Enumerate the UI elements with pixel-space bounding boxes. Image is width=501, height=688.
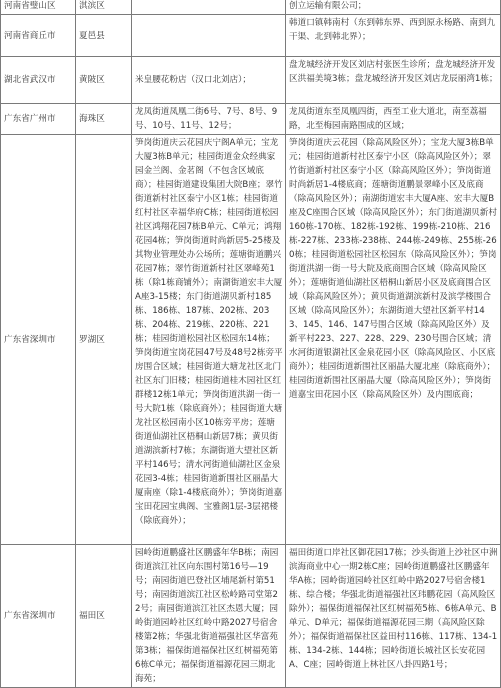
province-city-cell: 湖北省武汉市 bbox=[1, 57, 76, 104]
province-city-cell: 广东省广州市 bbox=[1, 104, 76, 135]
district-cell: 夏邑县 bbox=[76, 15, 132, 57]
table-row bbox=[1, 545, 501, 688]
district-cell: 海珠区 bbox=[76, 104, 132, 135]
province-city-cell: 广东省深圳市 bbox=[1, 545, 76, 688]
district-cell: 淇滨区 bbox=[76, 0, 132, 15]
area-cell: 笋岗街道庆云花园庆宁阁A单元；宝龙大厦3栋B单元；桂园街道金众经典家园金兰阁、金茗阁（不包含区域底商）；桂园街道建设集团大院B座；翠竹街道新村社区泰宁小区1栋；桂园街道红村社区幸福华府C栋；桂园街道松园社区鸿翔花园7栋B单元、C单元；鸿翔花园4栋；笋岗街道时尚新居5-25楼及其物业管理处办公场所；莲塘街道鹏兴花园7栋；翠竹街道新村社区翠峰苑1栋（除1栋商铺外）；南湖街道宏丰大厦A座3-15楼；东门街道湖贝新村185栋、186栋、187栋、202栋、203栋、204栋、219栋、220栋、221栋；桂园街道松园社区松园东14栋；笋岗街道宝岗花园47号及48号2栋旁平房围合区域；桂园街道大塘龙社区北门社区东门旧楼；桂园街道桂木园社区红群楼12栋1单元；笋岗街道洪湖一街一号大院1栋（除底商外）；桂园街道大塘龙社区松园南小区10栋旁平房；莲塘街道仙湖社区梧桐山新居7栋；黄贝街道湖滨新村7栋；东湖街道大望社区新平村146号；清水河街道仙湖社区金泉花园3-4栋；桂园街道新围社区丽晶大厦南座（除1-4楼底商外）；笋岗街道嘉宝田花园宝典阁、宝雅阁1层-3层裙楼（除底商外）； bbox=[132, 135, 286, 545]
province-city-cell: 河南省商丘市 bbox=[1, 15, 76, 57]
area-cell bbox=[132, 0, 286, 15]
province-city-cell: 广东省深圳市 bbox=[1, 135, 76, 545]
table-row bbox=[1, 15, 501, 57]
table-row bbox=[1, 104, 501, 135]
details-cell: 韩道口镇韩南村（东到韩东界、西到原永杨路、南到九干渠、北到韩北界）； bbox=[286, 15, 501, 57]
province-city-cell: 河南省璧山区 bbox=[1, 0, 76, 15]
table-row bbox=[1, 57, 501, 104]
table-row bbox=[1, 135, 501, 545]
area-cell bbox=[132, 15, 286, 57]
details-cell: 笋岗街道庆云花园（除高风险区外）；宝龙大厦3栋B单元；桂园街道新村社区泰宁小区（除高风险区外）；翠竹街道新村社区泰宁小区（除高风险区外）；笋岗街道时尚新居1-4楼底商；莲塘街道鹏景翠峰小区及底商（除高风险区外）；南湖街道宏丰大厦A座、宏丰大厦B座及C座围合区域（除高风险区外）；东门街道湖贝新村160栋-170栋、182栋-192栋、199栋-210栋、216栋-227栋、233栋-238栋、244栋-249栋、255栋-260栋；桂园街道松园社区松园东（除高风险区外）；笋岗街道洪湖一街一号大院及底商围合区域（除高风险区外）；莲塘街道仙湖社区梧桐山新居小区及底商围合区域（除高风险区外）；黄贝街道湖滨新村及滨学楼围合区域（除高风险区外）；东湖街道大望社区新平村143、145、146、147号围合区域（除高风险区外）及新平村223、227、228、229、230号围合区域；清水河街道银湖社区金泉花园小区（除高风险区、小区底商外）；桂园街道新围社区丽晶大厦北座（除底商外）；桂园街道新围社区丽晶大厦（除高风险区外）；笋岗街道嘉宝田花园小区（除高风险区外）及内围底商； bbox=[286, 135, 501, 545]
area-cell: 龙凤街道凤凰二街6号、7号、8号、9号、10号、11号、12号； bbox=[132, 104, 286, 135]
district-cell: 福田区 bbox=[76, 545, 132, 688]
details-cell: 创立运输有限公司； bbox=[286, 0, 501, 15]
details-cell: 龙凤街道东至凤凰四街，西至工业大道北，南至荔福路，北至梅园南路围成的区域； bbox=[286, 104, 501, 135]
details-cell: 福田街道口岸社区御花园17栋；沙头街道上沙社区中洲滨海商业中心一期2栋C座；园岭街道鹏盛社区鹏盛年华A栋；园岭街道园岭社区红岭中路2027号宿舍楼1栋、综合楼；华强北街道福强社区玮鹏花园（高风险区除外）；福保街道福保社区红树福苑5栋、6栋A单元、B单元、D单元；福保街道福源花园三期（高风险区除外）；福保街道福保社区益田村116栋、117栋、134-1栋、134-2栋、144栋；园岭街道长城社区长安花园A、C座；园岭街道上林社区八卦四路1号； bbox=[286, 545, 501, 688]
table-row bbox=[1, 0, 501, 15]
district-cell: 黄陂区 bbox=[76, 57, 132, 104]
details-cell: 盘龙城经济开发区刘店村张医生诊所；盘龙城经济开发区洪福美境3栋；盘龙城经济开发区刘店龙辰丽湾1栋； bbox=[286, 57, 501, 104]
area-cell: 园岭街道鹏盛社区鹏盛年华B栋；南园街道滨江社区向东围村第16号—19号；南园街道巴登社区埔尾新村第51号；南园街道滨江社区松岭路司堂第22号；南园街道滨江社区杰恩大厦；园岭街道园岭社区红岭中路2027号宿舍楼第2栋；华强北街道福强社区华富苑第3栋；福保街道福保社区红树福苑第6栋C单元；福保街道福源花园三期北海苑； bbox=[132, 545, 286, 688]
area-cell: 米皇腰花粉店（汉口北刘店）； bbox=[132, 57, 286, 104]
district-cell: 罗湖区 bbox=[76, 135, 132, 545]
